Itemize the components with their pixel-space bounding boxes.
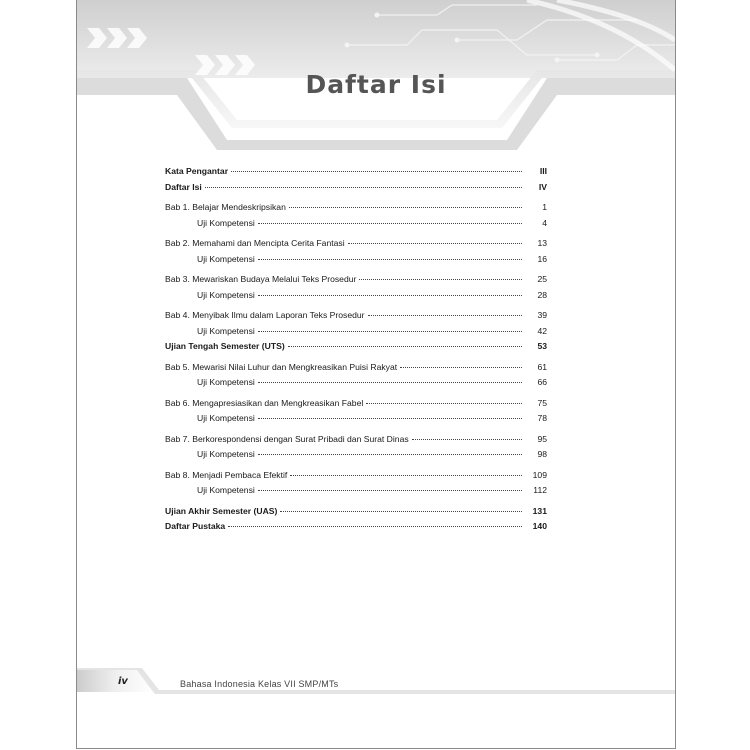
toc-entry-label: Bab 6. Mengapresiasikan dan Mengkreasikan Fabel	[165, 397, 364, 408]
toc-subentry	[165, 290, 547, 306]
toc-entry-label: Bab 3. Mewariskan Budaya Melalui Teks Prosedur	[165, 274, 357, 284]
toc-subentry	[165, 377, 547, 393]
toc-entry	[165, 470, 547, 486]
toc-leader-dots	[359, 279, 522, 280]
toc-leader-dots	[258, 331, 522, 332]
toc-entry	[165, 341, 547, 357]
toc-entry-page: 39	[537, 310, 547, 320]
toc-leader-dots	[258, 490, 522, 491]
toc-entry-page: 16	[537, 253, 547, 264]
toc-entry-label: Uji Kompetensi	[197, 217, 255, 228]
toc-entry-label: Uji Kompetensi	[197, 289, 255, 300]
toc-entry	[165, 274, 547, 290]
footer-page-number: iv	[118, 676, 128, 687]
toc-entry-label: Uji Kompetensi	[197, 449, 255, 459]
toc-leader-dots	[289, 207, 522, 208]
toc-leader-dots	[348, 243, 522, 244]
toc-entry-page: 112	[533, 485, 547, 495]
toc-leader-dots	[205, 187, 522, 188]
toc-entry-label: Uji Kompetensi	[197, 377, 255, 387]
toc-entry-label: Bab 2. Memahami dan Mencipta Cerita Fantasi	[165, 238, 345, 248]
toc-leader-dots	[366, 403, 522, 404]
toc-entry-page: 4	[542, 217, 547, 228]
footer-banner	[77, 668, 675, 696]
toc-entry	[165, 310, 547, 326]
toc-entry-label: Uji Kompetensi	[197, 325, 255, 336]
toc-leader-dots	[258, 259, 522, 260]
toc-entry	[165, 182, 547, 198]
toc-entry-page: 53	[537, 341, 547, 351]
toc-entry-page: IV	[538, 181, 547, 192]
toc-entry-label: Bab 7. Berkorespondensi dengan Surat Pribadi dan Surat Dinas	[165, 433, 409, 444]
toc-entry	[165, 166, 547, 182]
toc-entry-page: 61	[537, 361, 547, 372]
toc-subentry	[165, 254, 547, 270]
toc-subentry	[165, 413, 547, 429]
toc-entry-label: Daftar Pustaka	[165, 521, 226, 531]
toc-entry-label: Bab 4. Menyibak Ilmu dalam Laporan Teks Prosedur	[165, 310, 365, 320]
toc-entry-page: 28	[537, 289, 547, 300]
toc-entry-label: Bab 1. Belajar Mendeskripsikan	[165, 202, 286, 212]
toc-leader-dots	[290, 475, 522, 476]
toc-entry-page: 140	[532, 521, 547, 531]
toc-entry	[165, 398, 547, 414]
toc-leader-dots	[280, 511, 522, 512]
toc-entry-label: Daftar Isi	[165, 181, 202, 192]
toc-leader-dots	[258, 382, 522, 383]
toc-entry-page: III	[539, 166, 547, 176]
toc-entry-label: Bab 5. Mewarisi Nilai Luhur dan Mengkreasikan Puisi Rakyat	[165, 361, 398, 372]
toc-entry-label: Uji Kompetensi	[197, 253, 255, 264]
page-title: Daftar Isi	[305, 70, 447, 99]
toc-leader-dots	[368, 315, 522, 316]
toc-leader-dots	[258, 418, 522, 419]
toc-leader-dots	[400, 367, 522, 368]
toc-leader-dots	[231, 171, 522, 172]
toc-subentry	[165, 326, 547, 342]
toc-entry-page: 109	[532, 469, 547, 480]
toc-leader-dots	[258, 295, 522, 296]
toc-entry	[165, 202, 547, 218]
toc-leader-dots	[412, 439, 522, 440]
toc-entry-label: Ujian Akhir Semester (UAS)	[165, 505, 278, 516]
toc-leader-dots	[258, 454, 522, 455]
document-page	[76, 0, 676, 749]
footer-book-title: Bahasa Indonesia Kelas VII SMP/MTs	[180, 679, 339, 689]
toc-entry-label: Kata Pengantar	[165, 166, 229, 176]
toc-leader-dots	[228, 526, 522, 527]
toc-leader-dots	[258, 223, 522, 224]
toc-subentry	[165, 485, 547, 501]
toc-entry-label: Uji Kompetensi	[197, 413, 255, 423]
toc-entry-page: 78	[537, 413, 547, 423]
toc-entry-page: 75	[537, 397, 547, 408]
toc-entry-page: 25	[537, 274, 547, 284]
toc-entry-page: 42	[537, 325, 547, 336]
toc-subentry	[165, 218, 547, 234]
toc-entry	[165, 362, 547, 378]
toc-entry-label: Uji Kompetensi	[197, 485, 255, 495]
toc-entry-page: 13	[537, 238, 547, 248]
toc-entry-label: Bab 8. Menjadi Pembaca Efektif	[165, 469, 288, 480]
toc-entry	[165, 434, 547, 450]
toc-entry-page: 98	[537, 449, 547, 459]
toc-subentry	[165, 449, 547, 465]
toc-entry	[165, 238, 547, 254]
toc-entry-page: 1	[542, 202, 547, 212]
toc-leader-dots	[288, 346, 522, 347]
toc-entry-page: 95	[537, 433, 547, 444]
table-of-contents	[165, 166, 547, 537]
toc-entry-page: 131	[532, 505, 547, 516]
toc-entry-page: 66	[537, 377, 547, 387]
toc-entry	[165, 506, 547, 522]
toc-entry-label: Ujian Tengah Semester (UTS)	[165, 341, 285, 351]
toc-entry	[165, 521, 547, 537]
